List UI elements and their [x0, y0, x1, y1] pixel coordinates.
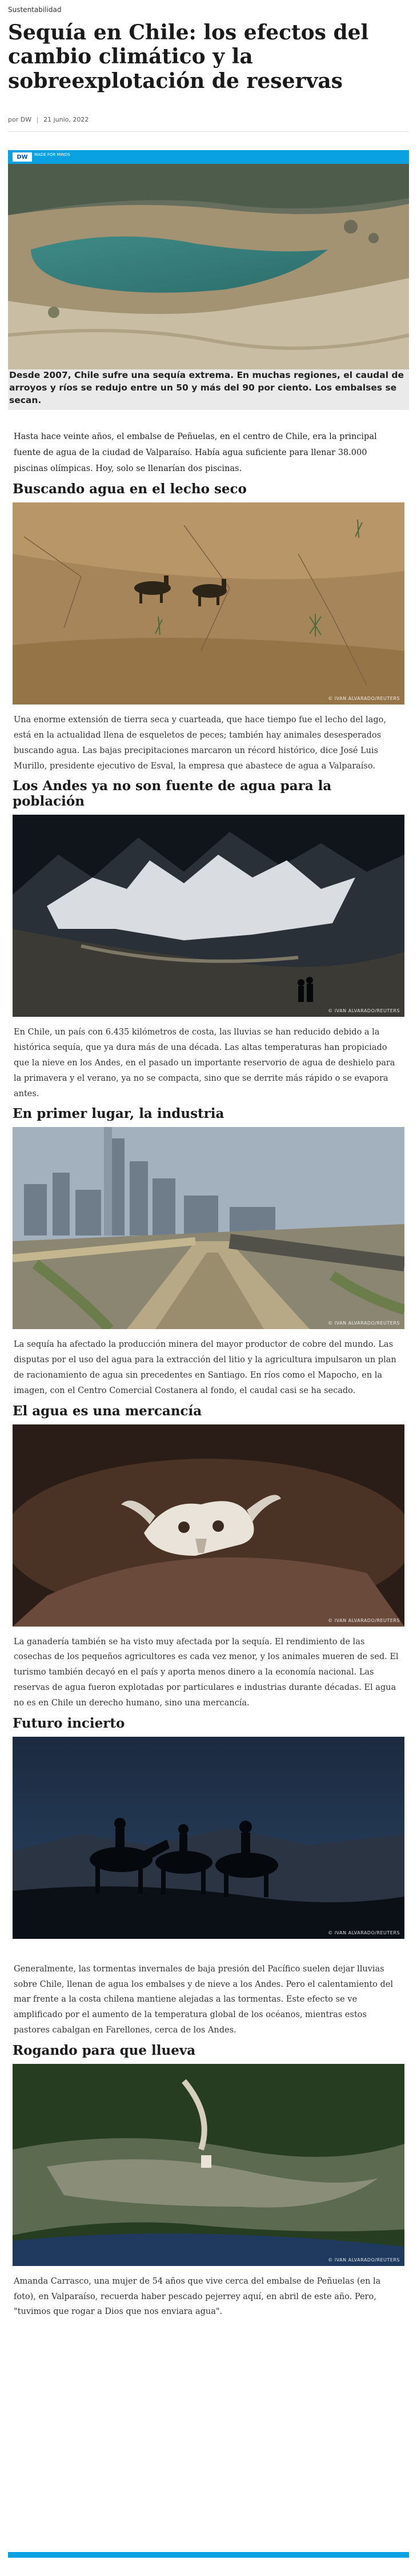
section-title-5: Futuro incierto: [13, 1715, 125, 1731]
photo-credit: © IVAN ALVARADO/REUTERS: [328, 1321, 400, 1326]
photo-animal-skull: [13, 1424, 404, 1627]
horse-riders-image: [13, 1737, 404, 1939]
dw-logo[interactable]: DW: [13, 152, 32, 162]
byline: [8, 116, 409, 132]
category-kicker[interactable]: Sustentabilidad: [8, 6, 62, 14]
reservoir-aerial-image: [8, 164, 409, 369]
section-title-1: Buscando agua en el lecho seco: [13, 481, 247, 497]
section-text-5: Generalmente, las tormentas invernales de baja presión del Pacífico suelen dejar lluvias sobre Chile, llenan de agua los embalses y de nieve a los Andes. Pero el calentamiento del mar frente a la costa chilena mantiene alejadas a las tormentas. Este efecto se ve amplificado por el aumento de la temperatura global de los océanos, mientras estos pastores cabalgan en Farellones, cerca de los Andes.: [14, 1964, 394, 2035]
mapocho-river-image: [13, 1127, 404, 1329]
section-title-4: El agua es una mercancía: [13, 1403, 202, 1419]
photo-santiago-river: [13, 1127, 404, 1329]
byline-divider: [37, 117, 38, 123]
section-text-3: La sequía ha afectado la producción minera del mayor productor de cobre del mundo. Las disputas por el uso del agua para la extracción del litio y la agricultura impulsaron un plan de racionamiento de agua sin precedentes en Santiago. En ríos como el Mapocho, en la imagen, con el Centro Comercial Costanera al fondo, el caudal casi se ha secado.: [14, 1340, 396, 1395]
intro-paragraph: Hasta hace veinte años, el embalse de Peñuelas, en el centro de Chile, era la principal fuente de agua de la ciudad de Valparaíso. Había agua suficiente para llenar 38.000 piscinas olímpicas. Hoy, solo se llenarían dos piscinas.: [14, 432, 377, 473]
photo-credit: © IVAN ALVARADO/REUTERS: [328, 1617, 400, 1623]
dw-banner: [8, 150, 409, 164]
section-title-2: Los Andes ya no son fuente de agua para la población: [13, 778, 332, 810]
penuelas-aerial-image: [13, 2064, 404, 2266]
dry-lakebed-image: [13, 502, 404, 705]
section-title-6: Rogando para que llueva: [13, 2042, 196, 2058]
cow-skull-image: [13, 1424, 404, 1627]
andes-mountains-image: [13, 815, 404, 1017]
section-text-1: Una enorme extensión de tierra seca y cuarteada, que hace tiempo fue el lecho del lago, está en la actualidad llena de esqueletos de peces; también hay animales desesperados buscando agua. Las bajas precipitaciones marcaron un récord histórico, dice José Luis Murillo, presidente ejecutivo de Esval, la empresa que abastece de agua a Valparaíso.: [14, 715, 386, 771]
section-title-3: En primer lugar, la industria: [13, 1106, 224, 1122]
hero-caption: Desde 2007, Chile sufre una sequía extrema. En muchas regiones, el caudal de arroyos y ríos se redujo entre un 50 y más del 90 por ciento. Los embalses se secan.: [8, 369, 409, 410]
section-text-2: En Chile, un país con 6.435 kilómetros de costa, las lluvias se han reducido debido a la histórica sequía, que ya dura más de una década. Las altas temperaturas han propiciado que la nieve en los Andes, en el pasado un importante reservorio de agua de deshielo para la primavera y el verano, ya no se compacta, sino que se derrite más rápido o se evapora antes.: [14, 1028, 395, 1098]
section-text-6: Amanda Carrasco, una mujer de 54 años que vive cerca del embalse de Peñuelas (en la foto), en Valparaíso, recuerda haber pescado pejerrey aquí, en abril de este año. Pero, "tuvimos que rogar a Dios que nos enviara agua".: [14, 2276, 381, 2317]
footer-bar: [8, 2552, 409, 2558]
photo-credit: © IVAN ALVARADO/REUTERS: [328, 696, 400, 702]
photo-credit: © IVAN ALVARADO/REUTERS: [328, 1008, 400, 1014]
photo-credit: © IVAN ALVARADO/REUTERS: [328, 1930, 400, 1935]
publish-date: 21 junio, 2022: [43, 116, 89, 124]
photo-penuelas-reservoir: [13, 2064, 404, 2266]
hero-image-reservoir: [8, 164, 409, 369]
photo-credit: © IVAN ALVARADO/REUTERS: [328, 2257, 400, 2263]
photo-shepherds: [13, 1737, 404, 1939]
hero-figure: [8, 150, 409, 410]
dw-tagline: MADE FOR MINDS: [34, 152, 70, 158]
section-text-4: La ganadería también se ha visto muy afectada por la sequía. El rendimiento de las cosechas de los pequeños agricultores es cada vez menor, y los animales mueren de sed. El turismo también decayó en el país y aporta menos dinero a la economía nacional. Las reservas de agua fueron explotadas por particulares e industrias durante décadas. El agua no es en Chile un derecho humano, sino una mercancía.: [14, 1637, 399, 1708]
author[interactable]: por DW: [8, 116, 32, 124]
article-headline: Sequía en Chile: los efectos del cambio climático y la sobreexplotación de reservas: [8, 21, 369, 93]
photo-andes: [13, 815, 404, 1017]
photo-dry-lakebed: [13, 502, 404, 705]
